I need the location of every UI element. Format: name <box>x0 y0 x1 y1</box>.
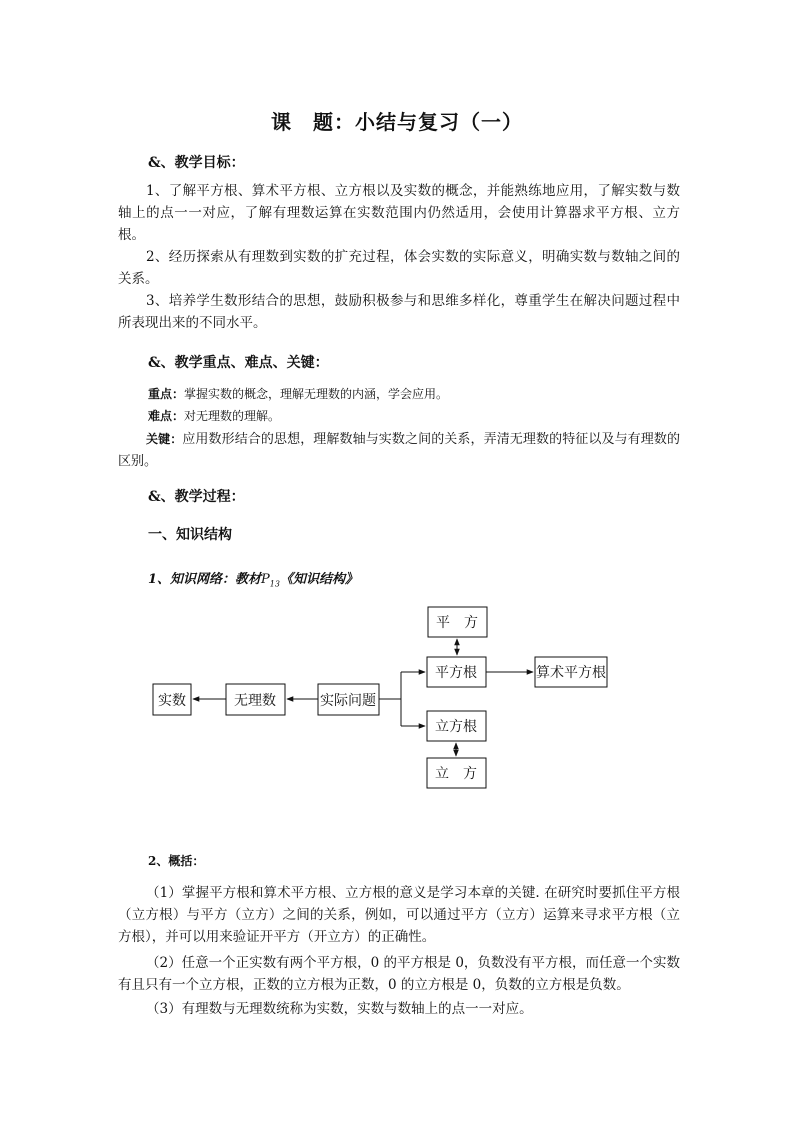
network-label-prefix: 1、知识网络：教材 <box>148 572 262 587</box>
box-shishu-label: 实数 <box>158 693 186 709</box>
keypoints-heading: &、教学重点、难点、关键： <box>148 355 329 371</box>
summary-item-3: （3）有理数与无理数统称为实数，实数与数轴上的点一一对应。 <box>146 1001 533 1017</box>
focus-label: 重点： <box>148 387 185 401</box>
box-pingfanggen <box>427 657 486 687</box>
box-suanshu-label: 算术平方根 <box>536 665 606 681</box>
box-shiji <box>318 684 379 715</box>
box-wulishu <box>226 684 285 715</box>
box-lifang <box>427 758 486 788</box>
box-pingfanggen-label: 平方根 <box>435 665 477 681</box>
page-title: 课 题：小结与复习（一） <box>271 110 523 134</box>
difficulty-text: 对无理数的理解。 <box>184 409 281 423</box>
network-p: P <box>261 572 270 587</box>
difficulty-label: 难点： <box>148 409 185 423</box>
summary-heading: 2、概括： <box>148 854 205 868</box>
network-label-suffix: 《知识结构》 <box>279 572 358 587</box>
box-shiji-label: 实际问题 <box>320 693 376 709</box>
box-wulishu-label: 无理数 <box>234 693 276 709</box>
box-lifanggen-label: 立方根 <box>435 719 477 735</box>
section-knowledge-structure: 一、知识结构 <box>148 527 232 543</box>
objective-item-1: 1、了解平方根、算术平方根、立方根以及实数的概念，并能熟练地应用，了解实数与数轴上的点一一对应，了解有理数运算在实数范围内仍然适用，会使用计算器求平方根、立方根。 <box>118 183 680 243</box>
box-pingfang-label: 平 方 <box>436 615 478 631</box>
network-sub: 13 <box>269 579 280 589</box>
box-lifang-label: 立 方 <box>435 766 477 782</box>
box-suanshu <box>535 657 607 687</box>
objective-item-2: 2、经历探索从有理数到实数的扩充过程，体会实数的实际意义，明确实数与数轴之间的关系。 <box>118 249 680 287</box>
key-label: 关键： <box>146 432 183 446</box>
box-lifanggen <box>427 711 486 741</box>
box-pingfang <box>428 607 487 637</box>
objectives-heading: &、教学目标： <box>148 155 245 171</box>
summary-item-2: （2）任意一个正实数有两个平方根，0 的平方根是 0，负数没有平方根，而任意一个实数有且只有一个立方根，正数的立方根为正数，0 的立方根是 0，负数的立方根是负数。 <box>118 955 680 993</box>
focus-text: 掌握实数的概念，理解无理数的内涵，学会应用。 <box>184 387 449 401</box>
process-heading: &、教学过程： <box>148 489 245 505</box>
objective-item-3: 3、培养学生数形结合的思想，鼓励积极参与和思维多样化，尊重学生在解决问题过程中所表现出来的不同水平。 <box>118 293 680 331</box>
box-shishu <box>153 684 191 715</box>
summary-item-1: （1）掌握平方根和算术平方根、立方根的意义是学习本章的关键. 在研究时要抓住平方根（立方根）与平方（立方）之间的关系，例如，可以通过平方（立方）运算来寻求平方根（立方根），并可以用来验证开平方（开立方）的正确性。 <box>118 885 680 945</box>
key-text: 应用数形结合的思想，理解数轴与实数之间的关系，弄清无理数的特征以及与有理数的区别。 <box>118 432 680 469</box>
